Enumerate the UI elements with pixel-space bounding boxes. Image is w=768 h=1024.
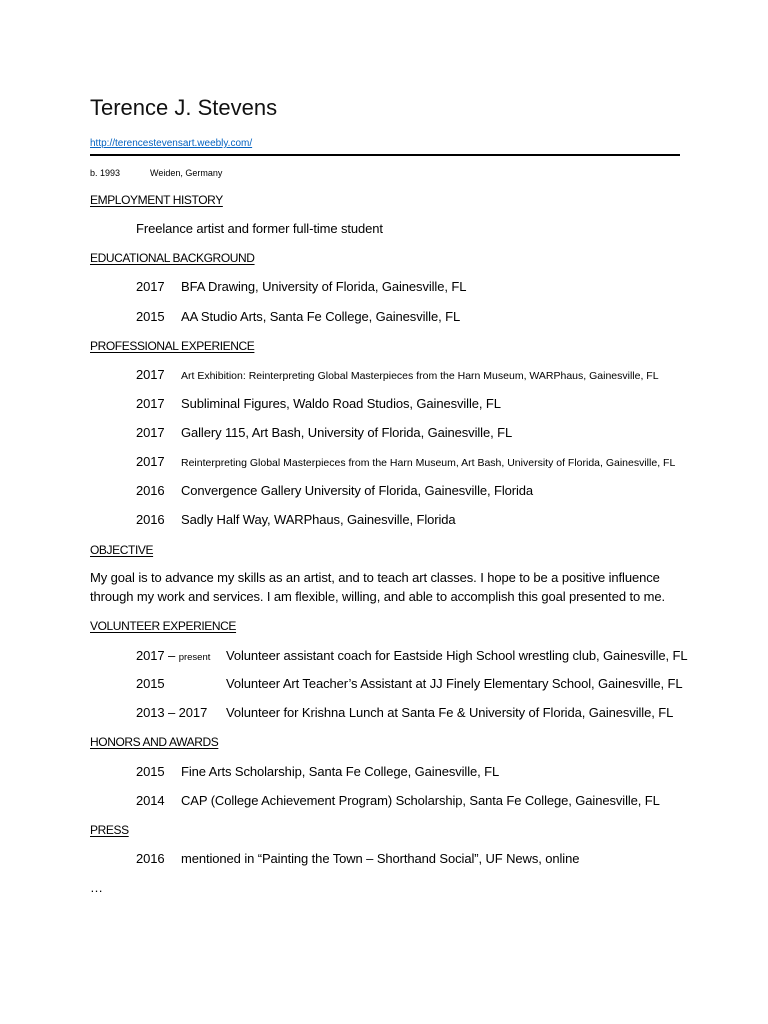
professional-entry: [136, 512, 456, 528]
entry-year: 2015: [136, 309, 165, 324]
section-heading-professional: PROFESSIONAL EXPERIENCE: [90, 339, 255, 353]
entry-year: 2017: [136, 425, 165, 440]
volunteer-entry: [136, 676, 683, 692]
entry-text: CAP (College Achievement Program) Scholarship, Santa Fe College, Gainesville, FL: [181, 793, 660, 808]
entry-text: Volunteer Art Teacher’s Assistant at JJ Finely Elementary School, Gainesville, FL: [226, 676, 683, 691]
objective-line: through my work and services. I am flexible, willing, and able to accomplish this goal presented to me.: [90, 589, 665, 604]
employment-text: Freelance artist and former full-time student: [136, 221, 383, 236]
entry-year: 2017: [136, 367, 165, 382]
entry-text: Convergence Gallery University of Florida, Gainesville, Florida: [181, 483, 534, 498]
objective-line: My goal is to advance my skills as an artist, and to teach art classes. I hope to be a positive influence: [90, 570, 660, 585]
volunteer-entry: [136, 648, 687, 666]
section-heading-honors: HONORS AND AWARDS: [90, 735, 219, 749]
header-rule: [90, 154, 680, 156]
professional-entry: [136, 425, 512, 441]
resume-name: Terence J. Stevens: [90, 95, 278, 120]
entry-year: [136, 648, 226, 666]
entry-year: 2014: [136, 793, 165, 808]
section-heading-press: PRESS: [90, 823, 129, 837]
professional-entry: [136, 396, 501, 412]
section-heading-employment: EMPLOYMENT HISTORY: [90, 193, 223, 207]
professional-entry: [136, 367, 659, 384]
entry-year: 2015: [136, 676, 165, 691]
volunteer-entry: [136, 705, 673, 721]
entry-year: 2017: [136, 279, 165, 294]
section-heading-objective: OBJECTIVE: [90, 543, 154, 557]
entry-year-note: present: [178, 652, 211, 663]
section-heading-education: EDUCATIONAL BACKGROUND: [90, 251, 255, 265]
entry-year: 2016: [136, 483, 165, 498]
birth-place: Weiden, Germany: [150, 168, 223, 178]
entry-text: Fine Arts Scholarship, Santa Fe College, Gainesville, FL: [181, 764, 500, 779]
honors-entry: [136, 793, 660, 809]
professional-entry: [136, 483, 533, 499]
continuation-ellipsis: …: [90, 880, 103, 895]
entry-text: Art Exhibition: Reinterpreting Global Masterpieces from the Harn Museum, WARPhaus, Gainesville, FL: [181, 370, 659, 382]
entry-year: 2013 – 2017: [136, 705, 208, 720]
entry-text: Volunteer assistant coach for Eastside High School wrestling club, Gainesville, FL: [226, 648, 688, 663]
entry-text: BFA Drawing, University of Florida, Gainesville, FL: [181, 279, 467, 294]
entry-year-start: 2017 –: [136, 648, 176, 663]
entry-text: Reinterpreting Global Masterpieces from the Harn Museum, Art Bash, University of Florida, Gainesville, FL: [181, 457, 676, 469]
entry-text: Volunteer for Krishna Lunch at Santa Fe & University of Florida, Gainesville, FL: [226, 705, 674, 720]
professional-entry: [136, 454, 675, 471]
entry-year: 2016: [136, 851, 165, 866]
birth-year: b. 1993: [90, 168, 121, 178]
entry-text: mentioned in “Painting the Town – Shorthand Social”, UF News, online: [181, 851, 580, 866]
website-link[interactable]: http://terencestevensart.weebly.com/: [90, 138, 253, 149]
entry-year: 2017: [136, 454, 165, 469]
entry-text: AA Studio Arts, Santa Fe College, Gainesville, FL: [181, 309, 461, 324]
entry-year: 2016: [136, 512, 165, 527]
press-entry: [136, 851, 579, 867]
honors-entry: [136, 764, 499, 780]
entry-year: 2017: [136, 396, 165, 411]
education-entry: [136, 309, 460, 325]
section-heading-volunteer: VOLUNTEER EXPERIENCE: [90, 619, 237, 633]
entry-text: Sadly Half Way, WARPhaus, Gainesville, Florida: [181, 512, 456, 527]
entry-text: Subliminal Figures, Waldo Road Studios, Gainesville, FL: [181, 396, 501, 411]
education-entry: [136, 279, 466, 295]
entry-text: Gallery 115, Art Bash, University of Florida, Gainesville, FL: [181, 425, 513, 440]
entry-year: 2015: [136, 764, 165, 779]
